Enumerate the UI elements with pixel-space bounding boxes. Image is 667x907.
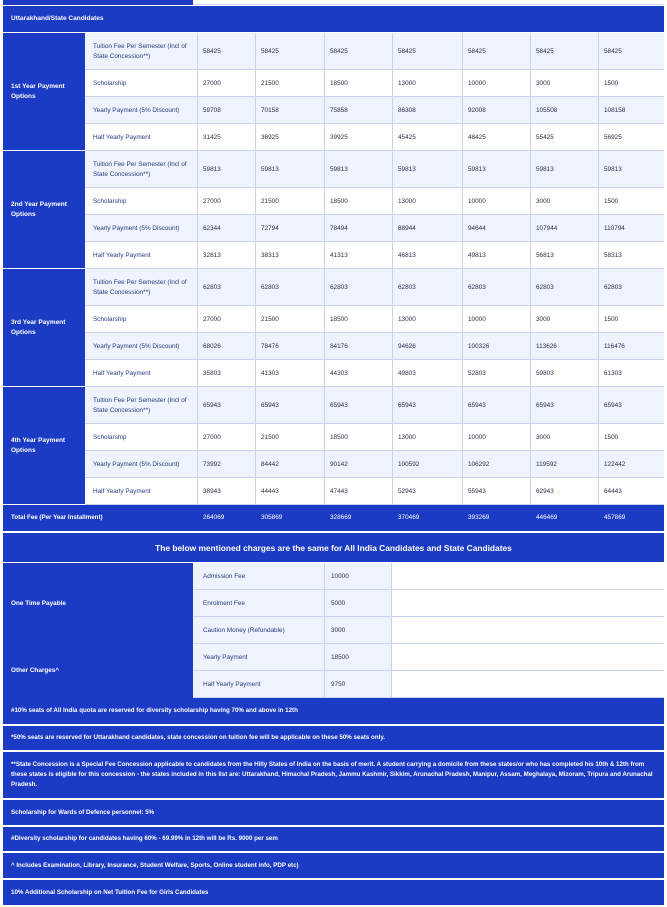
charge-row-empty — [391, 644, 664, 671]
footnote: #10% seats of All India quota are reserved for diversity scholarship having 70% and above in 12th — [3, 698, 664, 724]
row-label: Tuition Fee Per Semester (Incl of State Concession**) — [93, 42, 187, 60]
column-divider — [324, 33, 325, 505]
table-cell: 113626 — [536, 342, 557, 350]
charge-label: Caution Money (Refundable) — [203, 626, 285, 634]
column-divider — [197, 33, 198, 505]
charge-row-empty — [391, 671, 664, 698]
table-cell: 62803 — [536, 283, 554, 291]
charge-label: Yearly Payment — [203, 653, 248, 661]
table-cell: 105508 — [536, 106, 558, 114]
footnote: **State Concession is a Special Fee Concession applicable to candidates from the Hilly States of India on the basis of merit. A student carrying a domicile from these states/or who has completed his 10th & 12th from these states is eligible for this concession - the states included in this list are: Uttarakhand, Himachal Pradesh, Jammu Kashmir, Sikkim, Arunachal Pradesh, Manipur, Assam, Meghalaya, Mizoram, Tripura and Arunachal Pradesh. — [3, 752, 664, 798]
table-cell: 49803 — [398, 369, 416, 377]
table-cell: 3000 — [536, 315, 551, 323]
total-cell: 393269 — [468, 514, 490, 521]
column-divider — [462, 33, 463, 505]
table-cell: 59813 — [604, 165, 622, 173]
table-cell: 78494 — [330, 224, 348, 232]
row-label: Scholarship — [93, 315, 127, 323]
charge-row-empty — [391, 617, 664, 644]
charge-value: 10000 — [324, 563, 391, 590]
total-cell: 264069 — [203, 514, 225, 521]
charge-value: 18500 — [324, 644, 391, 671]
charge-group-label: Other Charges^ — [3, 644, 193, 698]
table-cell: 116476 — [604, 342, 625, 350]
table-cell: 59708 — [203, 106, 221, 114]
table-cell: 75858 — [330, 106, 348, 114]
footnote: *50% seats are reserved for Uttarakhand candidates, state concession on tuition fee will be applicable on these 50% seats only. — [3, 726, 664, 750]
table-cell: 46813 — [398, 251, 416, 259]
table-cell: 10000 — [468, 315, 486, 323]
table-cell: 59813 — [330, 165, 348, 173]
table-cell: 86308 — [398, 106, 416, 114]
table-cell: 58425 — [261, 47, 279, 55]
table-cell: 122442 — [604, 460, 626, 468]
table-cell: 58313 — [604, 251, 622, 259]
table-cell: 65943 — [536, 401, 554, 409]
table-cell: 41303 — [261, 369, 279, 377]
table-cell: 41313 — [330, 251, 348, 259]
table-cell: 18500 — [330, 79, 348, 87]
table-cell: 3000 — [536, 197, 551, 205]
table-cell: 62803 — [604, 283, 622, 291]
table-cell: 65943 — [261, 401, 279, 409]
table-cell: 73992 — [203, 460, 221, 468]
table-cell: 52803 — [468, 369, 486, 377]
row-label: Scholarship — [93, 197, 127, 205]
table-cell: 38943 — [203, 487, 221, 495]
table-cell: 65943 — [203, 401, 221, 409]
table-cell: 49813 — [468, 251, 486, 259]
table-cell: 119592 — [536, 460, 557, 468]
row-label: Tuition Fee Per Semester (Incl of State Concession**) — [93, 160, 187, 178]
table-cell: 59813 — [536, 165, 554, 173]
table-cell: 1500 — [604, 79, 619, 87]
row-label: Half Yearly Payment — [93, 251, 151, 259]
column-divider — [598, 33, 599, 505]
table-cell: 59813 — [398, 165, 416, 173]
table-cell: 3000 — [536, 433, 551, 441]
table-cell: 18500 — [330, 315, 348, 323]
table-cell: 1500 — [604, 315, 619, 323]
table-cell: 56813 — [536, 251, 554, 259]
table-cell: 13000 — [398, 197, 416, 205]
column-divider — [530, 33, 531, 505]
table-cell: 55943 — [468, 487, 486, 495]
total-cell: 457869 — [604, 514, 626, 521]
table-cell: 62943 — [536, 487, 554, 495]
table-cell: 21500 — [261, 315, 279, 323]
table-cell: 65943 — [604, 401, 622, 409]
table-cell: 62803 — [330, 283, 348, 291]
table-cell: 27000 — [203, 197, 221, 205]
table-cell: 27000 — [203, 315, 221, 323]
table-cell: 62803 — [398, 283, 416, 291]
table-cell: 90142 — [330, 460, 348, 468]
table-cell: 27000 — [203, 79, 221, 87]
row-label: Tuition Fee Per Semester (Incl of State Concession**) — [93, 396, 187, 414]
column-divider — [255, 33, 256, 505]
table-cell: 18500 — [330, 433, 348, 441]
footnote: #Diversity scholarship for candidates having 60% - 69.99% in 12th will be Rs. 9000 per sem — [3, 827, 664, 851]
footnote: Scholarship for Wards of Defence personnel: 5% — [3, 800, 664, 825]
table-cell: 65943 — [330, 401, 348, 409]
table-cell: 10000 — [468, 197, 486, 205]
table-cell: 21500 — [261, 197, 279, 205]
common-charges-heading: The below mentioned charges are the same for All India Candidates and State Candidates — [3, 533, 664, 562]
table-cell: 3000 — [536, 79, 551, 87]
table-cell: 59813 — [203, 165, 221, 173]
table-cell: 68026 — [203, 342, 221, 350]
prev-table-cells — [193, 0, 664, 5]
table-cell: 27000 — [203, 433, 221, 441]
table-cell: 59813 — [468, 165, 486, 173]
table-cell: 58425 — [203, 47, 221, 55]
table-cell: 107944 — [536, 224, 558, 232]
total-cell: 446469 — [536, 514, 558, 521]
table-cell: 65943 — [468, 401, 486, 409]
footnote: ^ Includes Examination, Library, Insurance, Student Welfare, Sports, Online student info, PDP etc) — [3, 853, 664, 878]
table-cell: 58425 — [398, 47, 416, 55]
table-cell: 21500 — [261, 79, 279, 87]
row-label: Yearly Payment (5% Discount) — [93, 342, 180, 350]
year-label: 2nd Year Payment Options — [3, 151, 85, 268]
table-cell: 13000 — [398, 315, 416, 323]
table-cell: 35803 — [203, 369, 221, 377]
table-cell: 61303 — [604, 369, 622, 377]
row-label: Scholarship — [93, 79, 127, 87]
year-label: 3rd Year Payment Options — [3, 269, 85, 386]
charge-row-empty — [391, 590, 664, 617]
table-cell: 58425 — [468, 47, 486, 55]
row-label: Yearly Payment (5% Discount) — [93, 224, 180, 232]
charge-value: 5000 — [324, 590, 391, 617]
table-cell: 31425 — [203, 133, 221, 141]
table-cell: 100592 — [398, 460, 420, 468]
total-cell: 370469 — [398, 514, 420, 521]
table-cell: 78476 — [261, 342, 279, 350]
table-cell: 47443 — [330, 487, 348, 495]
year-label: 1st Year Payment Options — [3, 33, 85, 150]
table-cell: 62344 — [203, 224, 221, 232]
table-cell: 39925 — [330, 133, 348, 141]
row-label: Yearly Payment (5% Discount) — [93, 106, 180, 114]
table-cell: 92008 — [468, 106, 486, 114]
row-label: Half Yearly Payment — [93, 487, 151, 495]
table-cell: 56925 — [604, 133, 622, 141]
charge-row-empty — [391, 563, 664, 590]
table-cell: 55425 — [536, 133, 554, 141]
table-cell: 44303 — [330, 369, 348, 377]
table-cell: 94644 — [468, 224, 486, 232]
row-label: Tuition Fee Per Semester (Incl of State Concession**) — [93, 278, 187, 296]
table-cell: 84442 — [261, 460, 279, 468]
table-cell: 88944 — [398, 224, 416, 232]
charge-value: 3000 — [324, 617, 391, 644]
charge-label: Enrolment Fee — [203, 599, 245, 607]
table-cell: 38313 — [261, 251, 279, 259]
table-cell: 10000 — [468, 433, 486, 441]
charge-group-label: One Time Payable — [3, 563, 193, 644]
table-cell: 58425 — [604, 47, 622, 55]
table-cell: 44443 — [261, 487, 279, 495]
row-label: Yearly Payment (5% Discount) — [93, 460, 180, 468]
charge-value: 9750 — [324, 671, 391, 698]
section-header: Uttarakhand/State Candidates — [3, 6, 664, 32]
table-cell: 45425 — [398, 133, 416, 141]
table-cell: 48425 — [468, 133, 486, 141]
row-label: Half Yearly Payment — [93, 369, 151, 377]
table-cell: 84176 — [330, 342, 348, 350]
table-cell: 72794 — [261, 224, 279, 232]
table-cell: 21500 — [261, 433, 279, 441]
year-label: 4th Year Payment Options — [3, 387, 85, 504]
total-cell: 328669 — [330, 514, 352, 521]
table-cell: 65943 — [398, 401, 416, 409]
table-cell: 58425 — [536, 47, 554, 55]
table-cell: 32813 — [203, 251, 221, 259]
table-cell: 62803 — [203, 283, 221, 291]
table-cell: 13000 — [398, 79, 416, 87]
table-cell: 62803 — [468, 283, 486, 291]
total-label: Total Fee (Per Year Installment) — [11, 514, 103, 521]
table-cell: 59813 — [261, 165, 279, 173]
row-label: Half Yearly Payment — [93, 133, 151, 141]
table-cell: 106292 — [468, 460, 490, 468]
prev-table-edge — [3, 0, 193, 5]
charge-label: Half Yearly Payment — [203, 680, 261, 688]
table-cell: 110794 — [604, 224, 625, 232]
table-cell: 52943 — [398, 487, 416, 495]
table-cell: 70158 — [261, 106, 279, 114]
table-cell: 108158 — [604, 106, 626, 114]
footnote: 10% Additional Scholarship on Net Tuition Fee for Girls Candidates — [3, 880, 664, 905]
row-label: Scholarship — [93, 433, 127, 441]
table-cell: 58425 — [330, 47, 348, 55]
table-cell: 1500 — [604, 433, 619, 441]
table-cell: 18500 — [330, 197, 348, 205]
table-cell: 36925 — [261, 133, 279, 141]
table-cell: 1500 — [604, 197, 619, 205]
column-divider — [392, 33, 393, 505]
total-cell: 305869 — [261, 514, 283, 521]
table-cell: 62803 — [261, 283, 279, 291]
table-cell: 64443 — [604, 487, 622, 495]
table-cell: 10000 — [468, 79, 486, 87]
table-cell: 13000 — [398, 433, 416, 441]
table-cell: 94626 — [398, 342, 416, 350]
table-cell: 100326 — [468, 342, 490, 350]
table-cell: 59803 — [536, 369, 554, 377]
charge-label: Admission Fee — [203, 572, 246, 580]
